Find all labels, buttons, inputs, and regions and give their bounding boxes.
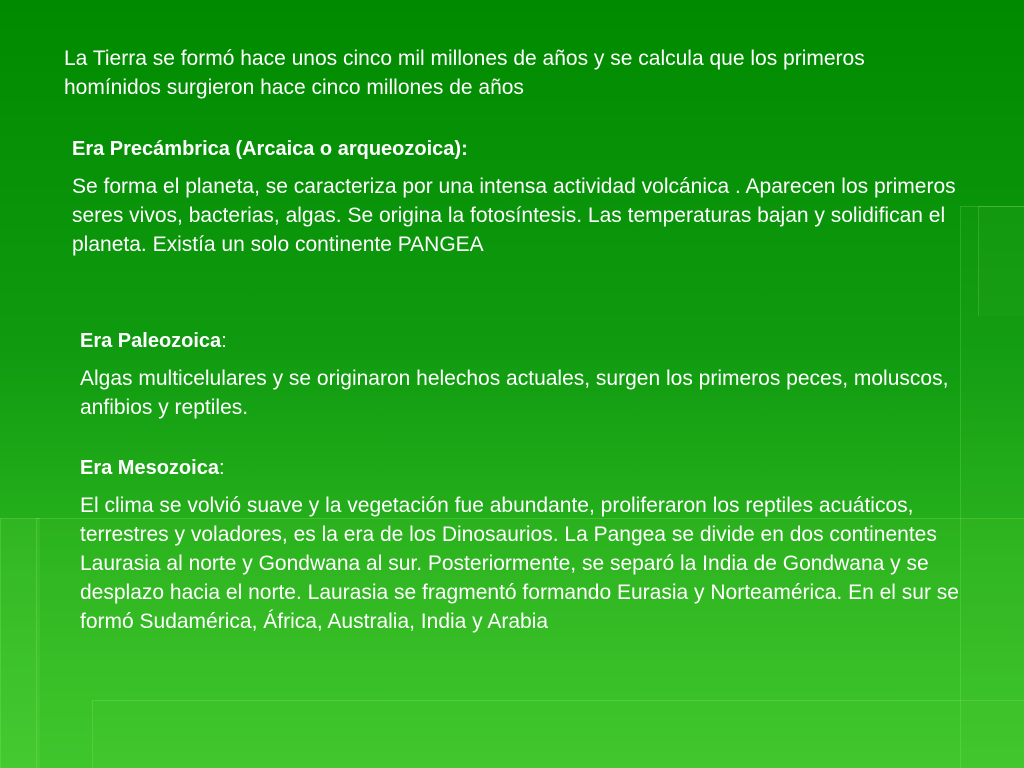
section-mesozoic xyxy=(80,455,1000,636)
background-decoration xyxy=(92,700,1024,768)
section-paleozoic xyxy=(80,328,980,422)
section-title: Era Paleozoica xyxy=(80,330,222,352)
section-body: Algas multicelulares y se originaron helechos actuales, surgen los primeros peces, moluscos, anfibios y reptiles. xyxy=(80,367,949,419)
section-title-suffix: : xyxy=(221,330,227,352)
section-heading xyxy=(80,455,1000,481)
section-title: Era Mesozoica xyxy=(80,457,219,479)
section-title: Era Precámbrica (Arcaica o arqueozoica): xyxy=(72,138,468,160)
background-decoration xyxy=(0,518,40,768)
section-title-suffix: : xyxy=(218,457,225,479)
section-precambrian xyxy=(72,136,972,259)
section-body: El clima se volvió suave y la vegetación fue abundante, proliferaron los reptiles acuáticos, terrestres y voladores, es la era de los Dinosaurios. La Pangea se divide en dos continentes Laurasia al norte y Gondwana al sur. Posteriormente, se separó la India de Gondwana y se desplazo hacia el norte. Laurasia se fragmentó formando Eurasia y Norteamérica. En el sur se formó Sudamérica, África, Australia, India y Arabia xyxy=(80,494,959,633)
section-heading xyxy=(80,328,980,354)
background-decoration xyxy=(978,206,1024,316)
section-heading xyxy=(72,136,972,162)
intro-paragraph: La Tierra se formó hace unos cinco mil millones de años y se calcula que los primeros homínidos surgieron hace cinco millones de años xyxy=(64,47,865,99)
section-body: Se forma el planeta, se caracteriza por una intensa actividad volcánica . Aparecen los primeros seres vivos, bacterias, algas. Se origina la fotosíntesis. Las temperaturas bajan y solidifican el planeta. Existía un solo continente PANGEA xyxy=(72,175,956,256)
